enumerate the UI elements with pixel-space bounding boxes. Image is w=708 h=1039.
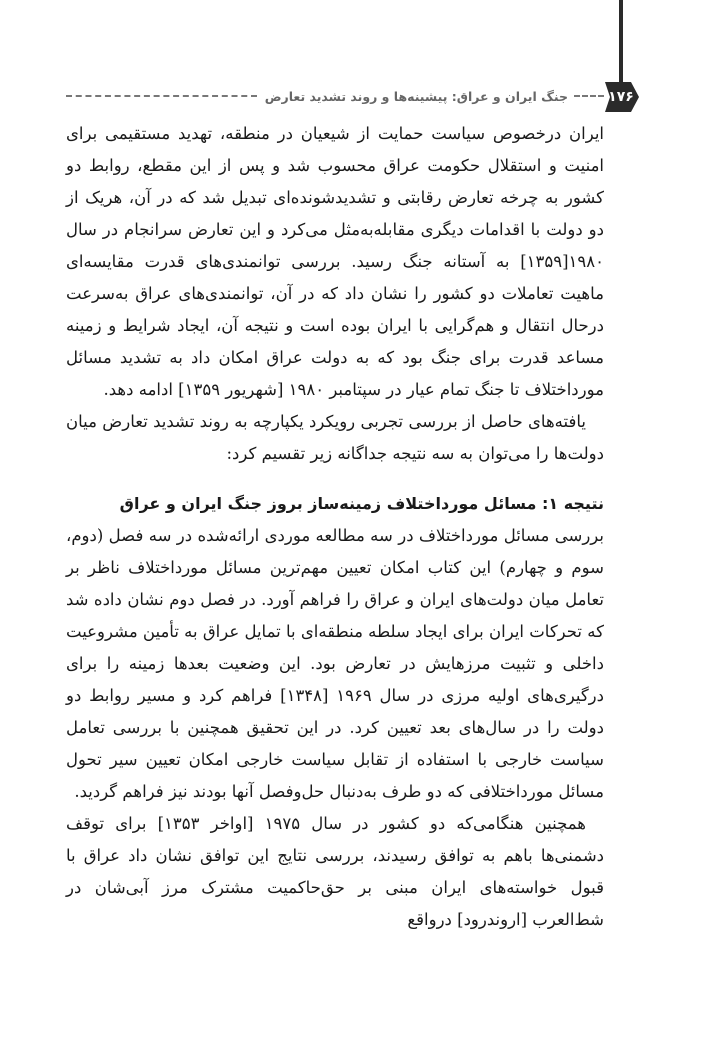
running-title: جنگ ایران و عراق: پیشینه‌ها و روند تشدید تعارض (264, 88, 568, 104)
section-heading-result-1: نتیجه ۱: مسائل مورداختلاف زمینه‌ساز بروز جنگ ایران و عراق (119, 494, 604, 513)
paragraph-4: همچنین هنگامی‌که دو کشور در سال ۱۹۷۵ [اواخر ۱۳۵۳] برای توقف دشمنی‌ها باهم به توافق رسیدند، بررسی نتایج این توافق نشان داد عراق با قبول خواسته‌های ایران مبنی بر حق‌حاکمیت مشترک مرز آبی‌شان در شط‌العرب [اروندرود] درواقع (66, 814, 604, 929)
header-vertical-rule (619, 0, 623, 84)
header-dashes-long (66, 95, 257, 97)
page-number: ۱۷۶ (608, 89, 634, 105)
paragraph-1: ایران درخصوص سیاست حمایت از شیعیان در منطقه، تهدید مستقیمی برای امنیت و استقلال حکومت عراق محسوب شد و پس از این مقطع، روابط دو کشور به چرخه تعارض رقابتی و تشدیدشونده‌ای تبدیل شد که در آن، هریک از دو دولت با اقدامات دیگری مقابله‌به‌مثل می‌کرد و این تعارض سرانجام در سال ۱۹۸۰[۱۳۵۹] به آستانه جنگ رسید. بررسی توانمندی‌های قدرت مقایسه‌ای ماهیت تعاملات دو کشور را نشان داد که در آن، توانمندی‌های عراق به‌سرعت درحال انتقال و هم‌گرایی با ایران بوده است و نتیجه آن، ایجاد شرایط و زمینه مساعد قدرت برای جنگ بود که به دولت عراق امکان داد به تشدید مسائل مورداختلاف تا جنگ تمام عیار در سپتامبر ۱۹۸۰ [شهریور ۱۳۵۹] ادامه دهد. (66, 124, 604, 399)
page-number-badge (601, 80, 641, 114)
paragraph-3: بررسی مسائل مورداختلاف در سه مطالعه موردی ارائه‌شده در سه فصل (دوم، سوم و چهارم) این کتاب امکان تعیین مهم‌ترین مسائل مورداختلاف ناظر بر تعامل میان دولت‌های ایران و عراق را فراهم آورد. در فصل دوم نشان داده شد که تحرکات ایران برای ایجاد سلطه منطقه‌ای با تمایل عراق به تأمین مشروعیت داخلی و تثبیت مرزهایش در تعارض بود. این وضعیت بعدها زمینه را برای درگیری‌های اولیه مرزی در سال ۱۹۶۹ [۱۳۴۸] فراهم کرد و مسیر روابط دو دولت را در سال‌های بعد تعیین کرد. در این تحقیق همچنین با بررسی تعامل سیاست خارجی با استفاده از تقابل سیاست خارجی امکان تعیین سیر تحول مسائل مورداختلافی که دو طرف به‌دنبال حل‌وفصل آنها بودند نیز فراهم گردید. (66, 526, 604, 801)
paragraph-2: یافته‌های حاصل از بررسی تجربی رویکرد یکپارچه به روند تشدید تعارض میان دولت‌ها را می‌توان به سه نتیجه جداگانه زیر تقسیم کرد: (66, 412, 604, 463)
header-dashes-short (574, 95, 604, 97)
page-body (66, 118, 604, 936)
running-header (66, 86, 604, 106)
